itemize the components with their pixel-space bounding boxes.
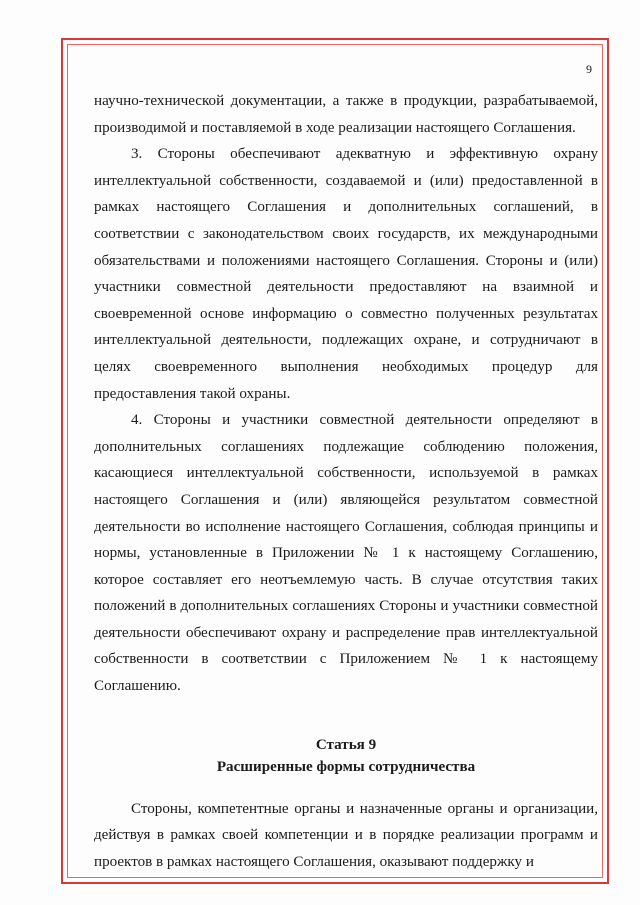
article-title: Расширенные формы сотрудничества bbox=[216, 758, 476, 775]
page-number: 9 bbox=[586, 62, 592, 76]
article-paragraph: Стороны, компетентные органы и назначенные органы и организации, действуя в рамках своей компетенции и в порядке реализации программ и проектов в рамках настоящего Соглашения, оказывают поддержку и bbox=[94, 800, 598, 870]
paragraph-continuation: научно-технической документации, а также в продукции, разрабатываемой, производимой и поставляемой в ходе реализации настоящего Соглашения. bbox=[94, 93, 598, 136]
page-content bbox=[94, 88, 598, 875]
paragraph-item-3: 3. Стороны обеспечивают адекватную и эффективную охрану интеллектуальной собственности, создаваемой и (или) предоставленной в рамках настоящего Соглашения и дополнительных соглашений, в соответствии с законодательством своих государств, их международными обязательствами и положениями настоящего Соглашения. Стороны и (или) участники совместной деятельности предоставляют на взаимной и своевременной основе информацию о совместно полученных результатах интеллектуальной деятельности, подлежащих охране, и сотрудничают в целях своевременного выполнения необходимых процедур для предоставления такой охраны. bbox=[94, 146, 598, 402]
article-number: Статья 9 bbox=[315, 736, 377, 753]
paragraph-item-4: 4. Стороны и участники совместной деятельности определяют в дополнительных соглашениях подлежащие соблюдению положения, касающиеся интеллектуальной собственности, используемой в рамках настоящего Соглашения и (или) являющейся результатом совместной деятельности во исполнение настоящего Соглашения, соблюдая принципы и нормы, установленные в Приложении № 1 к настоящему Соглашению, которое составляет его неотъемлемую часть. В случае отсутствия таких положений в дополнительных соглашениях Стороны и участники совместной деятельности обеспечивают охрану и распределение прав интеллектуальной собственности в соответствии с Приложением № 1 к настоящему Соглашению. bbox=[94, 412, 598, 695]
